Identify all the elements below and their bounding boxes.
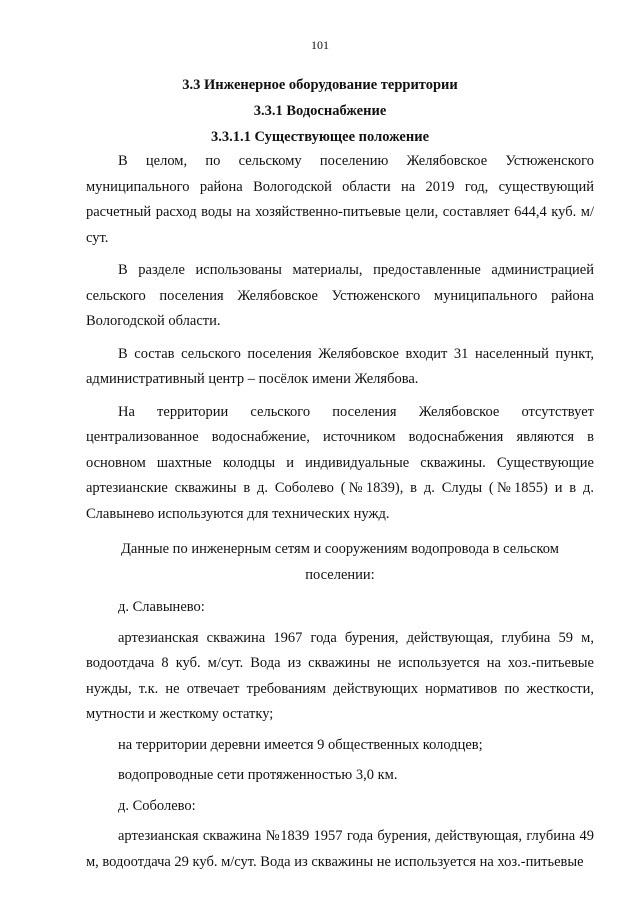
paragraph: В целом, по сельскому поселению Желябовское Устюженского муниципального района Вологодской области на 2019 год, существующий расчетный расход воды на хозяйственно-питьевые цели, составляет 644,4 куб. м/сут. — [86, 153, 594, 246]
document-body — [86, 149, 594, 880]
subsubsection-heading: 3.3.1.1 Существующее положение — [210, 129, 430, 145]
list-item: артезианская скважина №1839 1957 года бурения, действующая, глубина 49 м, водоотдача 29 куб. м/сут. Вода из скважины не используется на хоз.-питьевые — [86, 828, 594, 870]
list-item: водопроводные сети протяженностью 3,0 км. — [118, 767, 398, 783]
village-name: д. Соболево: — [118, 797, 196, 814]
paragraph: В состав сельского поселения Желябовское входит 31 населенный пункт, административный центр – посёлок имени Желябова. — [86, 345, 594, 387]
subsection-heading: 3.3.1 Водоснабжение — [253, 103, 387, 119]
list-item: на территории деревни имеется 9 общественных колодцев; — [118, 736, 483, 753]
paragraph: На территории сельского поселения Желябовское отсутствует централизованное водоснабжение, источником водоснабжения являются в основном шахтные колодцы и индивидуальные скважины. Существующие артезианские скважины в д. Соболево (№1839), в д. Слуды (№1855) и в д. Славынево используются для технических нужд. — [86, 403, 594, 522]
page-number: 101 — [311, 38, 329, 52]
list-item: артезианская скважина 1967 года бурения, действующая, глубина 59 м, водоотдача 8 куб. м/сут. Вода из скважины не используется на хоз.-питьевые нужды, т.к. не отвечает требованиям действующих нормативов по жесткости, мутности и жесткому остатку; — [86, 629, 594, 722]
paragraph: В разделе использованы материалы, предоставленные администрацией сельского поселения Желябовское Устюженского муниципального района Вологодской области. — [86, 262, 594, 329]
village-name: д. Славынево: — [118, 599, 205, 615]
table-caption: Данные по инженерным сетям и сооружениям водопровода в сельском поселении: — [121, 541, 559, 583]
section-heading: 3.3 Инженерное оборудование территории — [182, 77, 458, 93]
